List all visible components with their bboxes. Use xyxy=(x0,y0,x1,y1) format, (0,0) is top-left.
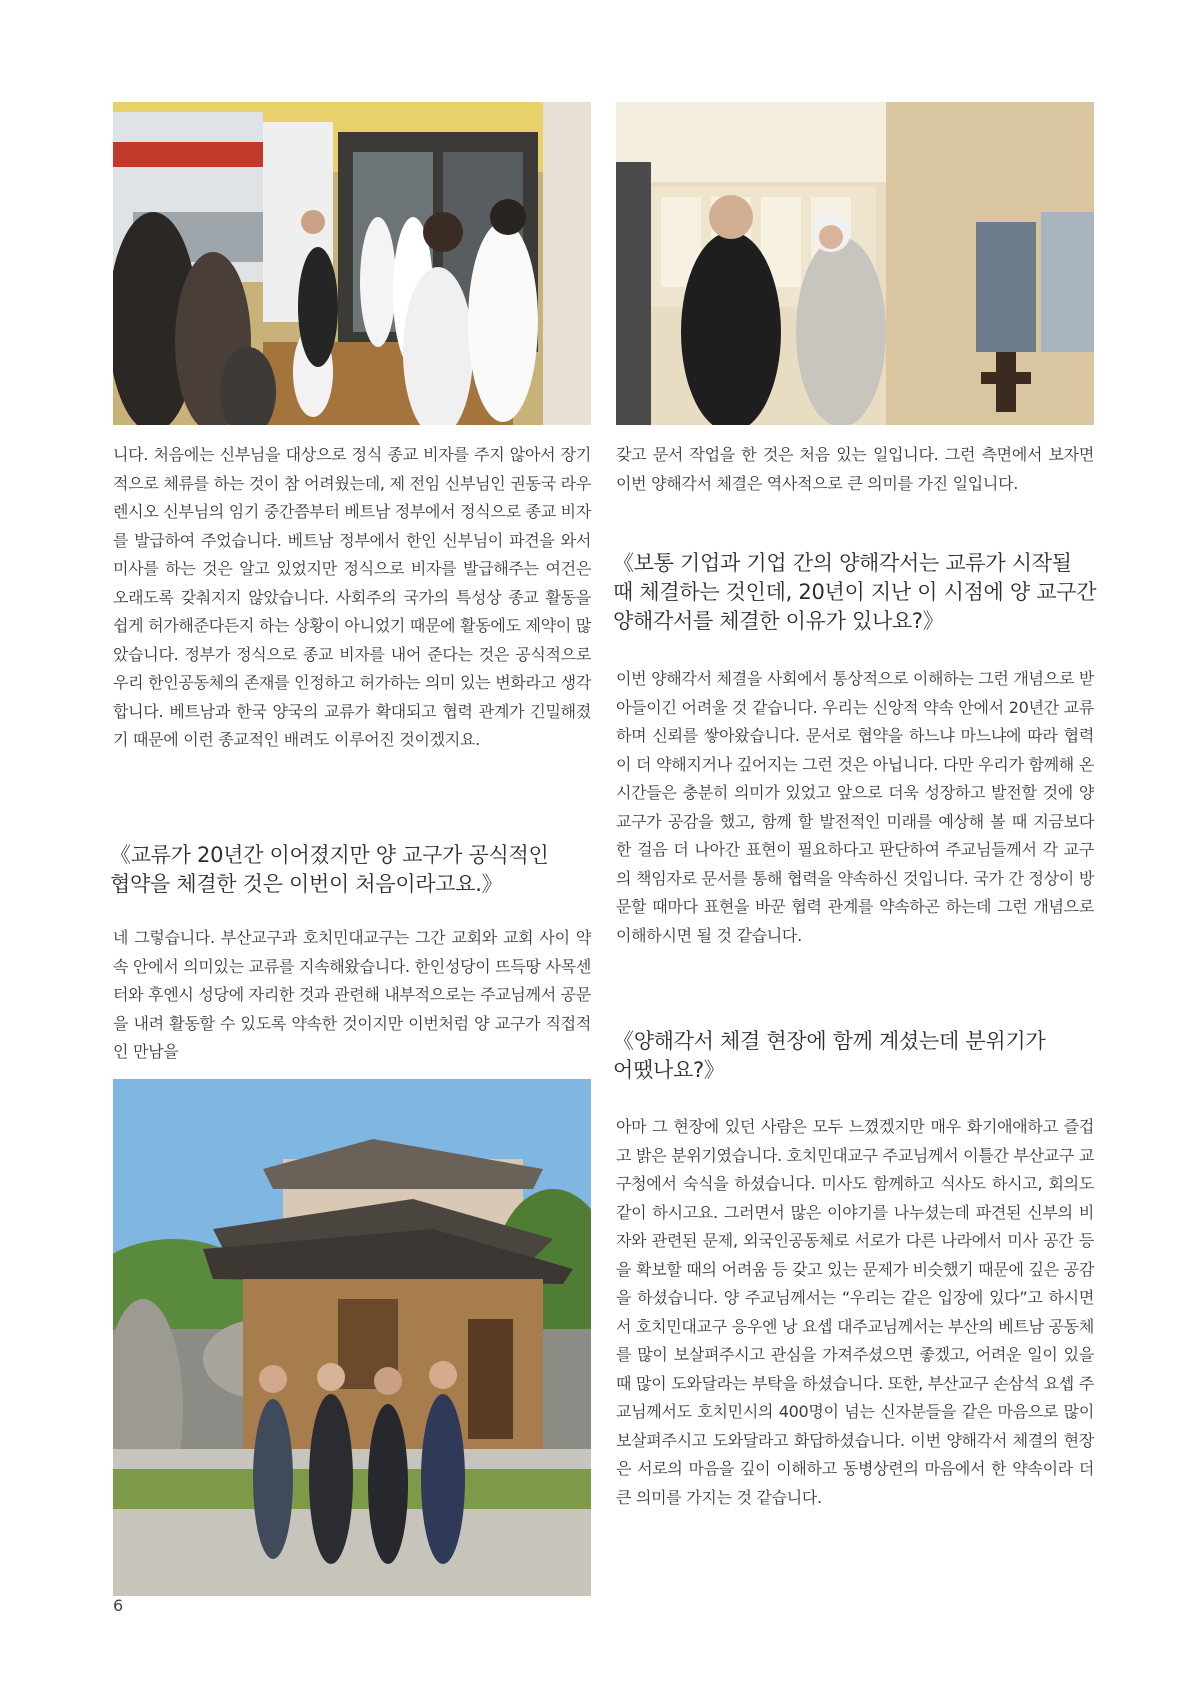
photo-meeting-at-center xyxy=(113,102,591,425)
left-paragraph-1: 니다. 처음에는 신부님을 대상으로 정식 종교 비자를 주지 않아서 장기적으로 체류를 하는 것이 참 어려웠는데, 제 전임 신부님인 권동국 라우렌시오 신부님의 임기 중간쯤부터 베트남 정부에서 정식으로 종교 비자를 발급하여 주었습니다. 베트남 정부에서 한인 신부님이 파견을 와서 미사를 하는 것은 알고 있었지만 정식으로 비자를 발급해주는 여건은 오래도록 갖춰지지 않았습니다. 사회주의 국가의 특성상 종교 활동을 쉽게 허가해준다든지 하는 상황이 아니었기 때문에 활동에도 제약이 많았습니다. 정부가 정식으로 종교 비자를 내어 준다는 것은 공식적으로 우리 한인공동체의 존재를 인정하고 허가하는 의미 있는 변화라고 생각합니다. 베트남과 한국 양국의 교류가 확대되고 협력 관계가 긴밀해졌기 때문에 이런 종교적인 배려도 이루어진 것이겠지요. xyxy=(113,445,591,749)
right-paragraph-2: 이번 양해각서 체결을 사회에서 통상적으로 이해하는 그런 개념으로 받아들이긴 어려울 것 같습니다. 우리는 신앙적 약속 안에서 20년간 교류하며 신뢰를 쌓아왔습니다. 문서로 협약을 하느냐 마느냐에 따라 협력이 더 약해지거나 깊어지는 그런 것은 아닙니다. 다만 우리가 함께해 온 시간들은 충분히 의미가 있었고 앞으로 더욱 성장하고 발전할 것에 양 교구가 공감을 했고, 함께 할 발전적인 미래를 예상해 볼 때 지금보다 한 걸음 더 나아간 표현이 필요하다고 판단하여 주교님들께서 각 교구의 책임자로 문서를 통해 협력을 약속하신 것입니다. 국가 간 정상이 방문할 때마다 표현을 바꾼 협력 관계를 약속하곤 하는데 그런 개념으로 이해하시면 될 것 같습니다. xyxy=(616,669,1094,945)
left-paragraph-2: 네 그렇습니다. 부산교구과 호치민대교구는 그간 교회와 교회 사이 약속 안에서 의미있는 교류를 지속해왔습니다. 한인성당이 뜨득땅 사목센터와 후엔시 성당에 자리한 것과 관련해 내부적으로는 주교님께서 공문을 내려 활동할 수 있도록 약속한 것이지만 이번처럼 양 교구가 직접적인 만남을 xyxy=(113,928,591,1061)
photo-meeting-at-center-image xyxy=(113,102,591,425)
photo-exhibition-visit-image xyxy=(616,102,1094,425)
right-paragraph-3: 아마 그 현장에 있던 사람은 모두 느꼈겠지만 매우 화기애애하고 즐겁고 밝은 분위기였습니다. 호치민대교구 주교님께서 이틀간 부산교구 교구청에서 숙식을 하셨습니다. 미사도 함께하고 식사도 하시고, 회의도 같이 하시고요. 그러면서 많은 이야기를 나누셨는데 파견된 신부의 비자와 관련된 문제, 외국인공동체로 서로가 다른 나라에서 미사 공간 등을 확보할 때의 어려움 등 갖고 있는 문제가 비슷했기 때문에 깊은 공감을 하셨습니다. 양 주교님께서는 “우리는 같은 입장에 있다”고 하시면서 호치민대교구 응우엔 낭 요셉 대주교님께서는 부산의 베트남 공동체를 많이 보살펴주시고 관심을 가져주셨으면 좋겠고, 어려운 일이 있을 때 많이 도와달라는 부탁을 하셨습니다. 또한, 부산교구 손삼석 요셉 주교님께서도 호치민시의 400명이 넘는 신자분들을 같은 마음으로 많이 보살펴주시고 도와달라고 화답하셨습니다. 이번 양해각서 체결의 현장은 서로의 마음을 깊이 이해하고 동병상련의 마음에서 한 약속이라 더 큰 의미를 가지는 것 같습니다. xyxy=(616,1117,1094,1507)
right-question-2: 《보통 기업과 기업 간의 양해각서는 교류가 시작될 때 체결하는 것인데, 20년이 지난 이 시점에 양 교구간 양해각서를 체결한 이유가 있나요?》 xyxy=(613,551,1097,633)
photo-group-at-hanok-image xyxy=(113,1079,591,1596)
page-number: 6 xyxy=(113,1596,124,1615)
photo-exhibition-visit xyxy=(616,102,1094,425)
right-question-3: 《양해각서 체결 현장에 함께 계셨는데 분위기가 어땠나요?》 xyxy=(613,1029,1046,1082)
right-paragraph-1: 갖고 문서 작업을 한 것은 처음 있는 일입니다. 그런 측면에서 보자면 이번 양해각서 체결은 역사적으로 큰 의미를 가진 일입니다. xyxy=(616,445,1094,493)
photo-group-at-hanok xyxy=(113,1079,591,1596)
left-question-1: 《교류가 20년간 이어졌지만 양 교구가 공식적인 협약을 체결한 것은 이번이 처음이라고요.》 xyxy=(110,843,549,896)
